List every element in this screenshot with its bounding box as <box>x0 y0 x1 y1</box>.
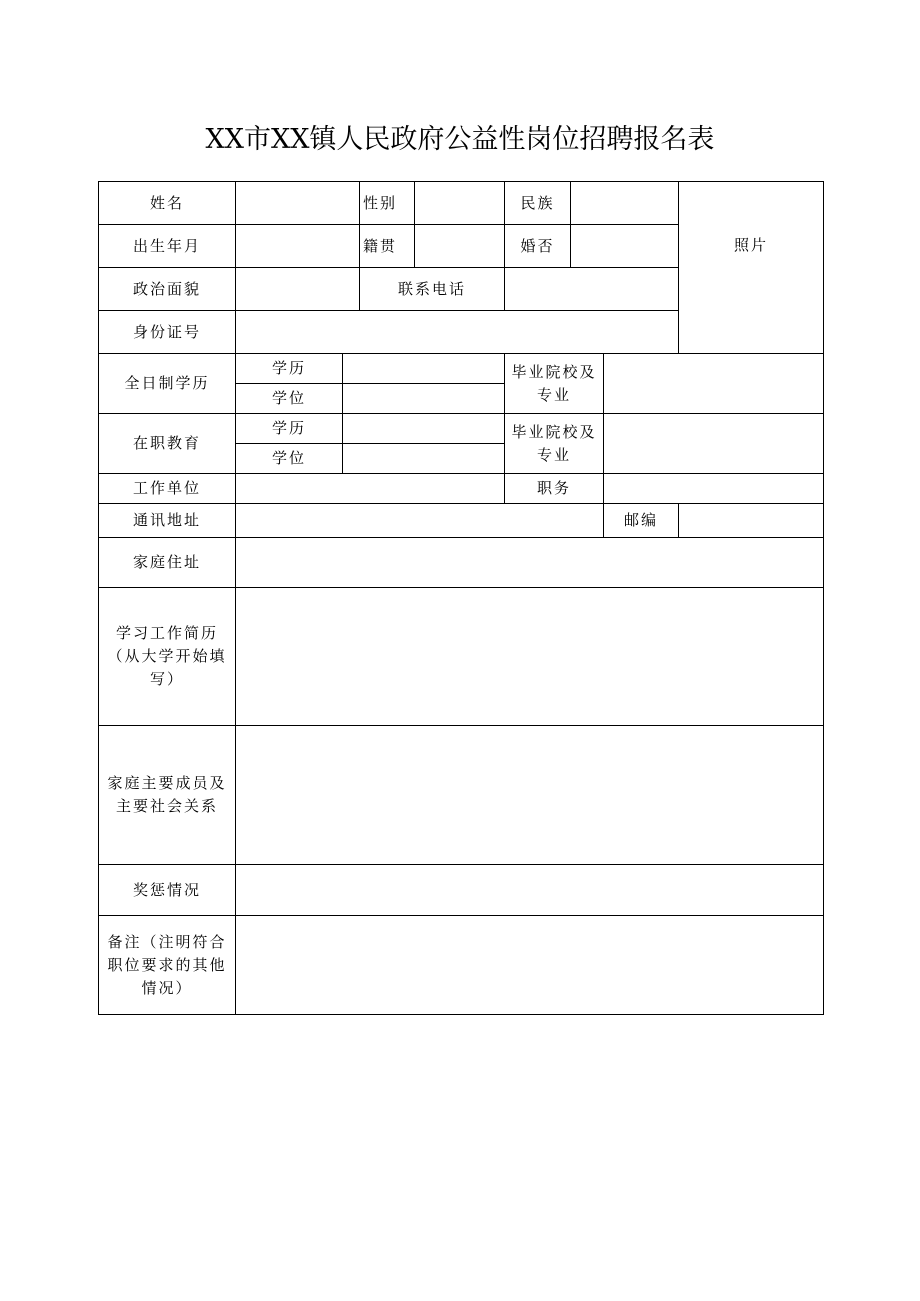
phone-label: 联系电话 <box>360 268 505 311</box>
political-field[interactable] <box>236 268 360 311</box>
awards-label: 奖惩情况 <box>99 865 236 916</box>
birth-field[interactable] <box>236 225 360 268</box>
name-field[interactable] <box>236 182 360 225</box>
gender-field[interactable] <box>415 182 505 225</box>
inservice-degree-level-label: 学历 <box>236 414 343 444</box>
family-label: 家庭主要成员及主要社会关系 <box>99 726 236 865</box>
photo-cell[interactable] <box>679 182 824 354</box>
mail-address-label: 通讯地址 <box>99 504 236 538</box>
registration-form-table <box>98 181 824 1015</box>
phone-field[interactable] <box>505 268 679 311</box>
postcode-field[interactable] <box>679 504 824 538</box>
native-place-label: 籍贯 <box>360 225 415 268</box>
home-address-field[interactable] <box>236 538 824 588</box>
inservice-school-major-label: 毕业院校及专业 <box>505 414 604 474</box>
native-place-field[interactable] <box>415 225 505 268</box>
postcode-label: 邮编 <box>604 504 679 538</box>
inservice-school-major-field[interactable] <box>604 414 824 474</box>
birth-label: 出生年月 <box>99 225 236 268</box>
home-address-label: 家庭住址 <box>99 538 236 588</box>
gender-label: 性别 <box>360 182 415 225</box>
id-number-field[interactable] <box>236 311 679 354</box>
position-field[interactable] <box>604 474 824 504</box>
name-label: 姓名 <box>99 182 236 225</box>
page-title: XX市XX镇人民政府公益性岗位招聘报名表 <box>205 124 715 155</box>
fulltime-degree-label: 学位 <box>236 384 343 414</box>
remarks-field[interactable] <box>236 916 824 1015</box>
photo-label: 照片 <box>733 236 768 254</box>
family-field[interactable] <box>236 726 824 865</box>
fulltime-edu-label: 全日制学历 <box>99 354 236 414</box>
inservice-degree-field[interactable] <box>343 444 505 474</box>
fulltime-degree-level-field[interactable] <box>343 354 505 384</box>
fulltime-school-major-field[interactable] <box>604 354 824 414</box>
marital-label: 婚否 <box>505 225 571 268</box>
ethnicity-label: 民族 <box>505 182 571 225</box>
fulltime-degree-level-label: 学历 <box>236 354 343 384</box>
fulltime-school-major-label: 毕业院校及专业 <box>505 354 604 414</box>
id-number-label: 身份证号 <box>99 311 236 354</box>
political-label: 政治面貌 <box>99 268 236 311</box>
ethnicity-field[interactable] <box>571 182 679 225</box>
employer-field[interactable] <box>236 474 505 504</box>
marital-field[interactable] <box>571 225 679 268</box>
resume-label: 学习工作简历（从大学开始填写） <box>99 588 236 726</box>
inservice-degree-level-field[interactable] <box>343 414 505 444</box>
inservice-edu-label: 在职教育 <box>99 414 236 474</box>
mail-address-field[interactable] <box>236 504 604 538</box>
remarks-label: 备注（注明符合职位要求的其他情况） <box>99 916 236 1015</box>
resume-field[interactable] <box>236 588 824 726</box>
position-label: 职务 <box>505 474 604 504</box>
inservice-degree-label: 学位 <box>236 444 343 474</box>
awards-field[interactable] <box>236 865 824 916</box>
employer-label: 工作单位 <box>99 474 236 504</box>
fulltime-degree-field[interactable] <box>343 384 505 414</box>
